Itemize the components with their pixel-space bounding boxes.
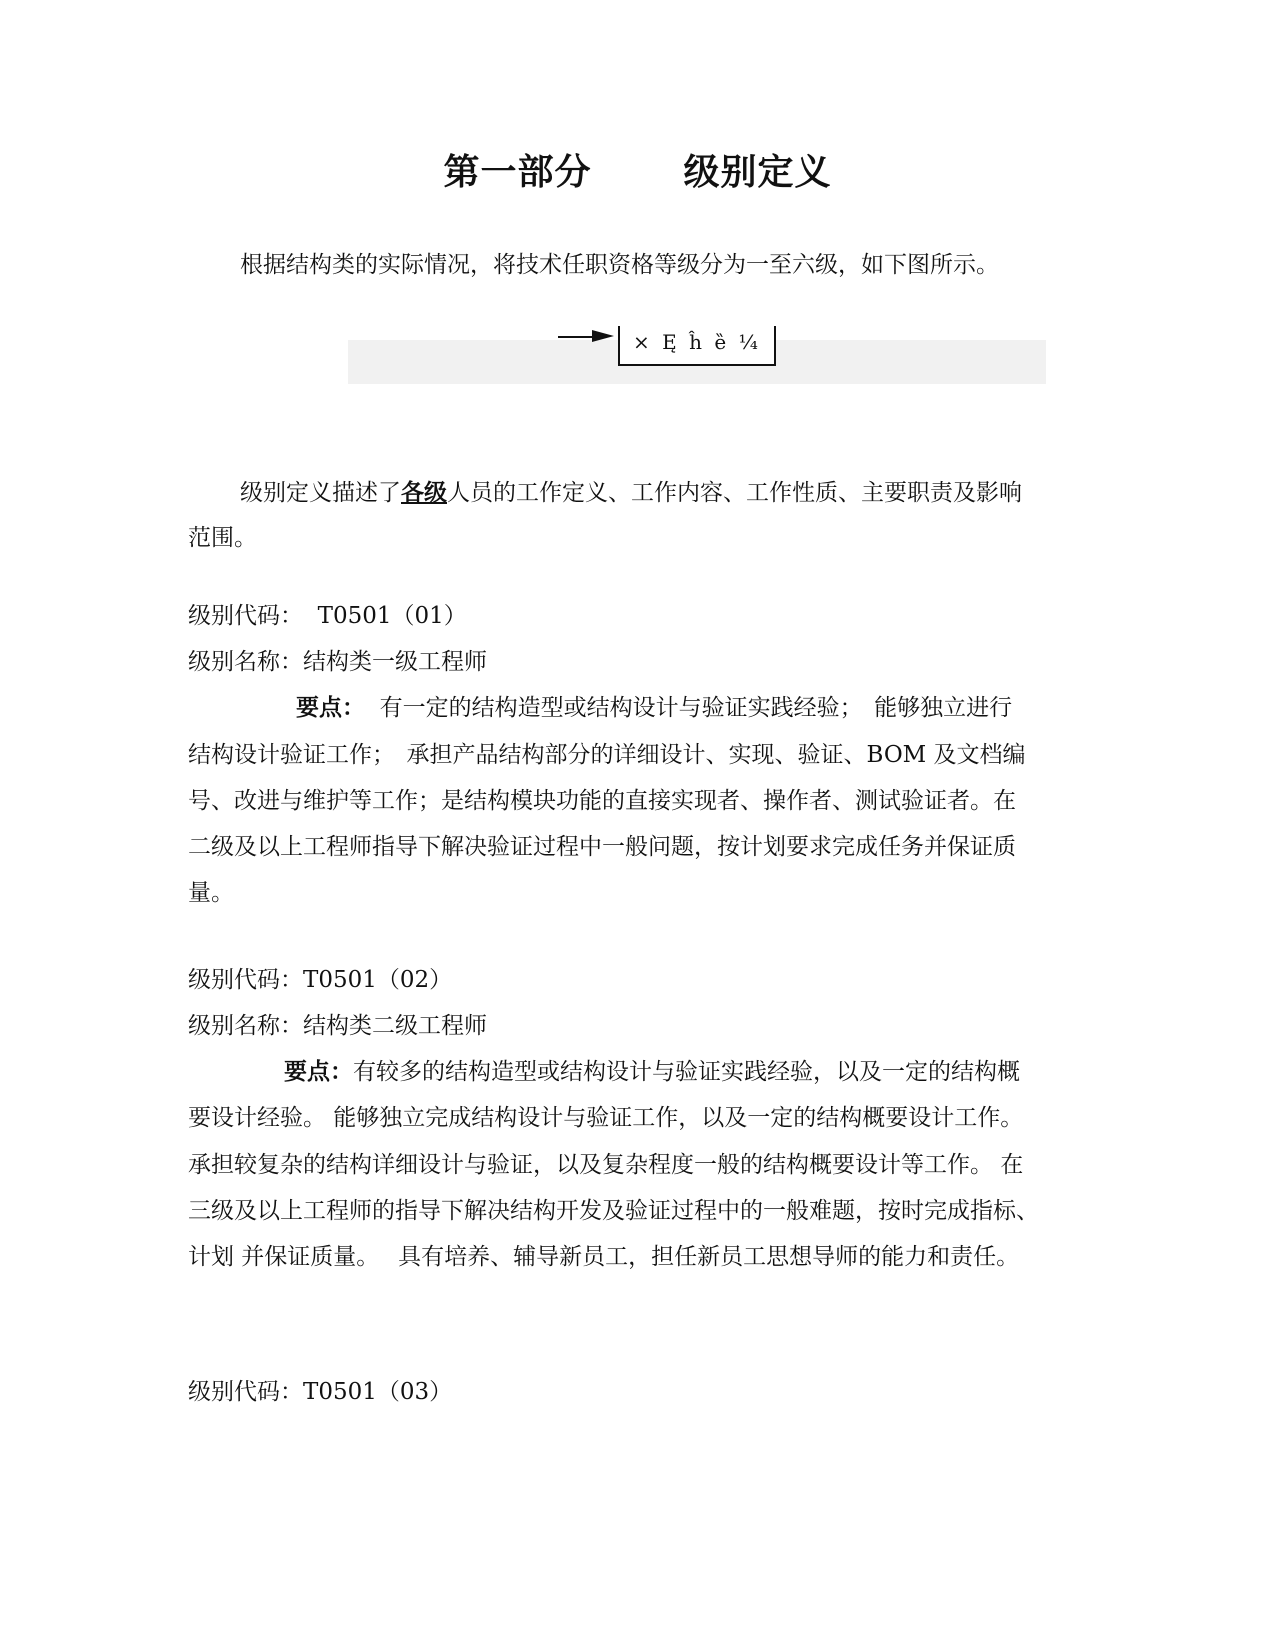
level-2-code-label: 级别代码：	[188, 967, 303, 993]
title-part: 第一部分	[443, 151, 592, 193]
description-line-1	[240, 476, 1140, 510]
level-2-name-value: 结构类二级工程师	[303, 1013, 487, 1039]
level-2-points-line-4: 三级及以上工程师的指导下解决结构开发及验证过程中的一般难题，按时完成指标、	[188, 1198, 1039, 1224]
description-before: 级别定义描述了	[240, 480, 401, 506]
level-1-name	[188, 645, 1088, 679]
level-1-points-line-3: 号、改进与维护等工作；是结构模块功能的直接实现者、操作者、测试验证者。在	[188, 788, 1016, 814]
intro-paragraph: 根据结构类的实际情况，将技术任职资格等级分为一至六级，如下图所示。	[240, 252, 999, 278]
level-1-code	[188, 599, 1088, 633]
level-2-points-line-5: 计划 并保证质量。 具有培养、辅导新员工，担任新员工思想导师的能力和责任。	[188, 1244, 1020, 1270]
level-2-points-line-1	[284, 1055, 1184, 1089]
figure-box-text: × Ę ĥ ȅ ¼	[633, 330, 761, 354]
level-2-points-line-3: 承担较复杂的结构详细设计与验证，以及复杂程度一般的结构概要设计等工作。 在	[188, 1152, 1024, 1178]
level-1-points-text-1: 有一定的结构造型或结构设计与验证实践经验； 能够独立进行	[379, 695, 1013, 721]
level-2-name-label: 级别名称：	[188, 1013, 303, 1039]
level-1-points-line-5: 量。	[188, 880, 234, 906]
description-line-2: 范围。	[188, 525, 257, 551]
figure-arrow-head	[592, 330, 614, 342]
level-2-code-value: T0501（02）	[303, 967, 453, 993]
title-name: 级别定义	[683, 151, 832, 193]
level-1-points-line-4: 二级及以上工程师指导下解决验证过程中一般问题，按计划要求完成任务并保证质	[188, 834, 1016, 860]
page-title	[0, 148, 1275, 196]
description-emphasis: 各级	[401, 479, 447, 506]
level-2-name	[188, 1009, 1088, 1043]
level-1-points-line-1	[296, 691, 1196, 725]
level-3-code	[188, 1375, 1088, 1409]
level-1-name-value: 结构类一级工程师	[303, 649, 487, 675]
level-1-code-value: T0501（01）	[317, 603, 467, 629]
level-1-code-label: 级别代码：	[188, 603, 303, 629]
level-2-points-text-1: 有较多的结构造型或结构设计与验证实践经验，以及一定的结构概	[353, 1059, 1020, 1085]
level-2-points-label: 要点：	[284, 1058, 353, 1085]
level-1-points-line-2: 结构设计验证工作； 承担产品结构部分的详细设计、实现、验证、BOM 及文档编	[188, 742, 1026, 768]
description-after: 人员的工作定义、工作内容、工作性质、主要职责及影响	[447, 480, 1022, 506]
level-3-code-value: T0501（03）	[303, 1379, 453, 1405]
level-1-name-label: 级别名称：	[188, 649, 303, 675]
level-1-points-label: 要点：	[296, 694, 365, 721]
level-3-code-label: 级别代码：	[188, 1379, 303, 1405]
figure-box	[618, 326, 776, 366]
level-2-points-line-2: 要设计经验。 能够独立完成结构设计与验证工作，以及一定的结构概要设计工作。	[188, 1105, 1024, 1131]
level-2-code	[188, 963, 1088, 997]
